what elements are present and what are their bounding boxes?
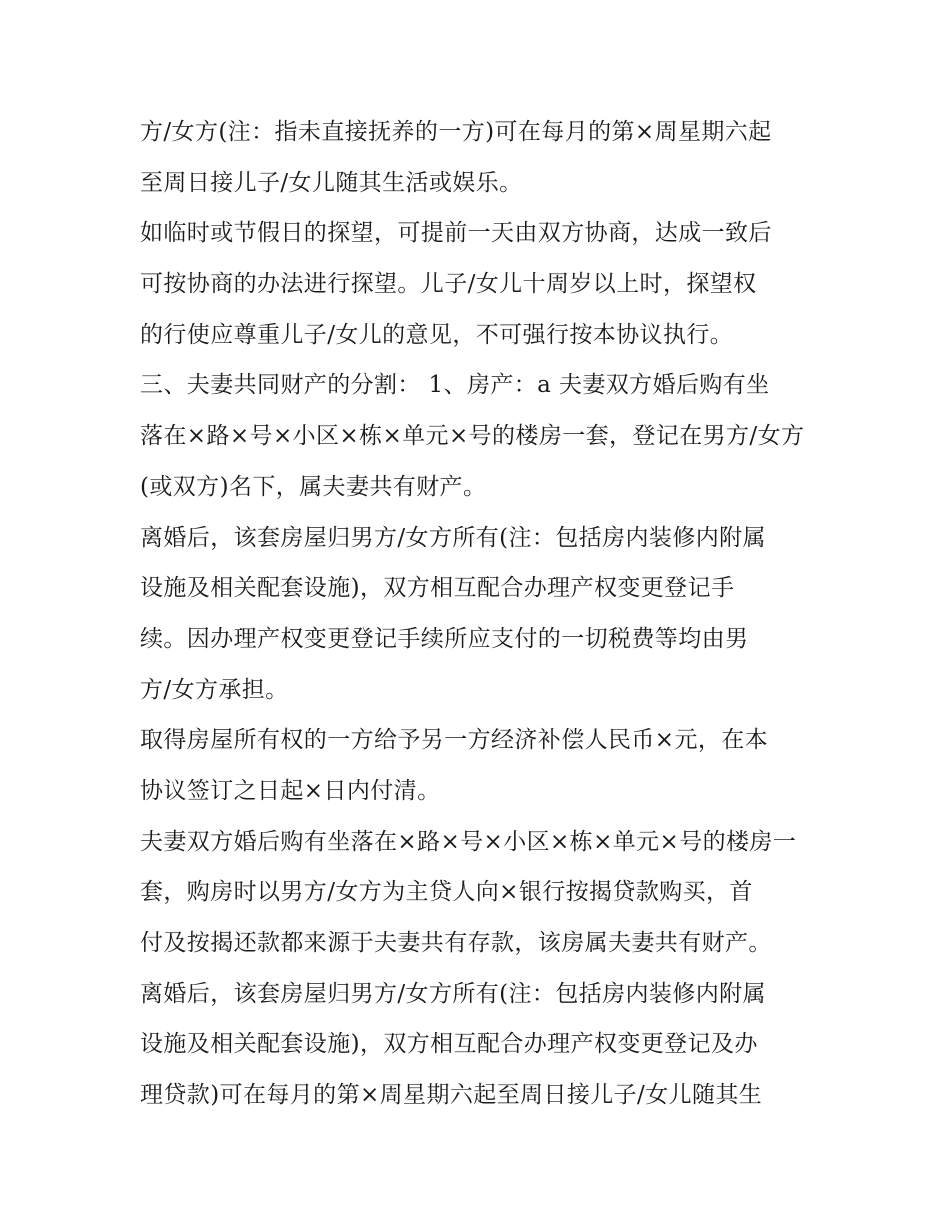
text-line: 设施及相关配套设施)，双方相互配合办理产权变更登记手 xyxy=(140,575,735,602)
text-line: 离婚后，该套房屋归男方/女方所有(注：包括房内装修内附属 xyxy=(140,524,766,551)
text-line: 协议签订之日起×日内付清。 xyxy=(140,777,441,804)
document-body xyxy=(140,107,830,1121)
text-line: (或双方)名下，属夫妻共有财产。 xyxy=(140,473,487,500)
text-line: 落在×路×号×小区×栋×单元×号的楼房一套，登记在男方/女方 xyxy=(140,423,805,450)
text-line: 方/女方(注：指未直接抚养的一方)可在每月的第×周星期六起 xyxy=(140,119,772,145)
text-line: 三、夫妻共同财产的分割： 1、房产：a 夫妻双方婚后购有坐 xyxy=(140,372,770,399)
text-line: 方/女方承担。 xyxy=(140,676,289,703)
text-line: 离婚后，该套房屋归男方/女方所有(注：包括房内装修内附属 xyxy=(140,980,766,1007)
text-line: 套，购房时以男方/女方为主贷人向×银行按揭贷款购买，首 xyxy=(140,879,753,906)
text-line: 夫妻双方婚后购有坐落在×路×号×小区×栋×单元×号的楼房一 xyxy=(140,828,797,855)
text-line: 设施及相关配套设施)，双方相互配合办理产权变更登记及办 xyxy=(140,1031,758,1058)
text-line: 的行使应尊重儿子/女儿的意见，不可强行按本协议执行。 xyxy=(140,321,734,348)
text-line: 如临时或节假日的探望，可提前一天由双方协商，达成一致后 xyxy=(140,220,772,247)
text-line: 理贷款)可在每月的第×周星期六起至周日接儿子/女儿随其生 xyxy=(140,1082,763,1109)
text-line: 至周日接儿子/女儿随其生活或娱乐。 xyxy=(140,169,523,196)
text-line: 续。因办理产权变更登记手续所应支付的一切税费等均由男 xyxy=(140,625,749,652)
text-line: 可按协商的办法进行探望。儿子/女儿十周岁以上时，探望权 xyxy=(140,271,757,298)
text-line: 取得房屋所有权的一方给予另一方经济补偿人民币×元，在本 xyxy=(140,727,769,754)
text-line: 付及按揭还款都来源于夫妻共有存款，该房属夫妻共有财产。 xyxy=(140,930,772,956)
